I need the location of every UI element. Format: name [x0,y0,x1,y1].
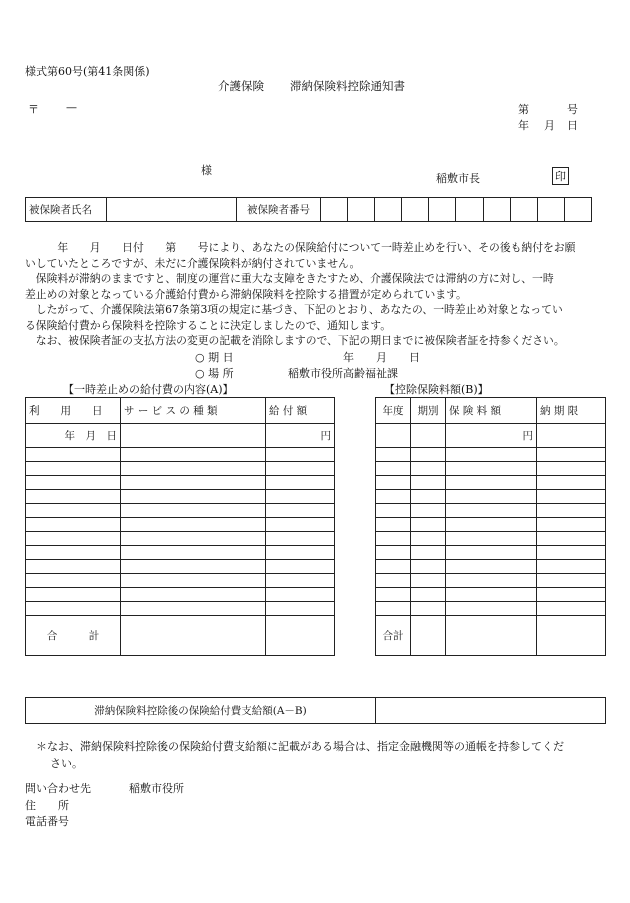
title-category: 介護保険 [218,79,264,93]
total-amount-cell [266,616,335,656]
total-label: 合 計 [26,616,121,656]
table-cell [266,476,335,490]
table-cell [376,490,411,504]
table-cell [266,490,335,504]
table-cell [446,574,537,588]
table-cell [446,588,537,602]
payment-amount-label: 滞納保険料控除後の保険給付費支給額(A－B) [26,698,376,724]
insured-number-digit [429,198,456,222]
insured-name-label: 被保険者氏名 [26,198,107,222]
table-cell [121,588,266,602]
table-cell [411,602,446,616]
table-cell [26,602,121,616]
table-cell [376,546,411,560]
total-label: 合計 [376,616,411,656]
deducted-premium-table [375,397,606,656]
table-cell [537,476,606,490]
table-cell [266,462,335,476]
table-cell [411,616,446,656]
table-cell [537,546,606,560]
notice-body [25,240,575,349]
table-cell [411,476,446,490]
table-cell [266,504,335,518]
table-cell [537,518,606,532]
due-date-cell [537,424,606,448]
address-label: 住 所 [25,799,69,812]
header-premium-amount: 保 険 料 額 [446,398,537,424]
header-usage-date: 利 用 日 [26,398,121,424]
table-cell [537,448,606,462]
table-cell [26,448,121,462]
table-cell [411,560,446,574]
left-table-caption: 【一時差止めの給付費の内容(A)】 [63,383,234,396]
table-cell [411,490,446,504]
table-cell [446,462,537,476]
table-cell [26,560,121,574]
insured-number-digit [348,198,375,222]
issue-date-day: 日 [567,119,578,132]
payment-amount-value [376,698,606,724]
table-cell [26,504,121,518]
table-cell [537,490,606,504]
insured-number-label: 被保険者番号 [237,198,321,222]
table-cell [121,574,266,588]
table-cell [266,518,335,532]
table-cell [121,616,266,656]
table-cell [121,462,266,476]
table-cell [537,504,606,518]
phone-label: 電話番号 [25,815,69,828]
insured-number-digit [321,198,348,222]
header-benefit-amount: 給 付 額 [266,398,335,424]
table-cell [411,574,446,588]
doc-no-prefix: 第 [518,103,529,116]
table-cell [121,532,266,546]
table-cell [411,532,446,546]
table-cell [411,462,446,476]
table-cell [411,448,446,462]
body-line: なお、被保険者証の支払方法の変更の記載を消除しますので、下記の期日までに被保険者証を持参ください。 [25,334,565,347]
table-cell [376,574,411,588]
header-period: 期別 [411,398,446,424]
table-cell [26,462,121,476]
table-cell [537,602,606,616]
table-cell [411,504,446,518]
issuer-name: 稲敷市長 [436,172,480,185]
insured-number-digit [456,198,483,222]
table-cell [26,490,121,504]
insured-info-table [25,197,592,222]
table-cell [121,518,266,532]
right-table-caption: 【控除保険料額(B)】 [384,383,489,396]
table-cell [446,560,537,574]
body-line: 差止めの対象となっている介護給付費から滞納保険料を控除する措置が定められています。 [25,287,467,301]
table-cell [121,476,266,490]
official-seal: 印 [552,167,569,185]
table-cell [537,532,606,546]
table-cell [376,518,411,532]
benefit-amount-cell: 円 [266,424,335,448]
table-cell [266,574,335,588]
insured-number-digit [375,198,402,222]
table-cell [376,560,411,574]
document-title: 滞納保険料控除通知書 [290,79,405,93]
table-cell [121,504,266,518]
table-cell [446,532,537,546]
insured-name-value [107,198,237,222]
withheld-benefits-table [25,397,335,656]
table-cell [411,518,446,532]
table-cell [376,532,411,546]
place-value: 稲敷市役所高齢福祉課 [288,367,398,380]
table-cell [376,504,411,518]
table-cell [446,448,537,462]
table-cell [446,546,537,560]
table-cell [537,560,606,574]
insured-number-digit [537,198,564,222]
table-cell [121,602,266,616]
issue-date-year: 年 [518,119,529,132]
table-cell [537,616,606,656]
table-cell [411,588,446,602]
table-cell [537,462,606,476]
table-cell [537,588,606,602]
table-cell [446,518,537,532]
premium-amount-cell: 円 [446,424,537,448]
note-line-1: ＊なお、滞納保険料控除後の保険給付費支給額に記載がある場合は、指定金融機関等の通帳を持参してくだ [36,740,564,753]
table-cell [26,532,121,546]
table-cell [266,546,335,560]
table-cell [411,546,446,560]
issue-date-month: 月 [544,119,555,132]
table-cell [121,448,266,462]
table-cell [376,602,411,616]
service-type-cell [121,424,266,448]
table-cell [266,602,335,616]
table-cell [376,462,411,476]
insured-number-digit [564,198,591,222]
table-cell [266,532,335,546]
header-due-date: 納 期 限 [537,398,606,424]
table-cell [121,560,266,574]
table-cell [121,546,266,560]
insured-number-digit [510,198,537,222]
body-line: いしていたところですが、未だに介護保険料が納付されていません。 [25,256,361,270]
place-label: ○ 場 所 [195,367,234,380]
contact-value: 稲敷市役所 [129,782,184,795]
table-cell [537,574,606,588]
deadline-value: 年 月 日 [343,351,420,364]
period-cell [411,424,446,448]
doc-no-suffix: 号 [567,103,578,116]
table-cell [26,574,121,588]
header-service-type: サ ー ビ ス の 種 類 [121,398,266,424]
contact-label: 問い合わせ先 [25,782,91,795]
payment-amount-table [25,697,606,724]
insured-number-digit [402,198,429,222]
total-amount-cell [446,616,537,656]
table-cell [376,476,411,490]
table-cell [266,588,335,602]
table-cell [446,504,537,518]
deadline-label: ○ 期 日 [195,351,234,364]
insured-number-digit [483,198,510,222]
table-cell [121,490,266,504]
postal-dash: — [66,101,77,114]
form-id: 様式第60号(第41条関係) [25,65,150,78]
body-line: したがって、介護保険法第67条第3項の規定に基づき、下記のとおり、あなたの、一時差止め対象となってい [25,303,563,316]
table-cell [446,490,537,504]
note-line-2: さい。 [50,757,83,770]
postal-mark: 〒 [28,103,39,116]
table-cell [446,476,537,490]
table-cell [26,476,121,490]
body-line: 年 月 日付 第 号により、あなたの保険給付について一時差止めを行い、その後も納付をお願 [25,241,576,254]
body-line: る保険給付費から保険料を控除することに決定しましたので、通知します。 [25,318,392,332]
table-cell [26,588,121,602]
usage-date-cell: 年 月 日 [26,424,121,448]
table-cell [376,588,411,602]
body-line: 保険料が滞納のままですと、制度の運営に重大な支障をきたすため、介護保険法では滞納の方に対し、一時 [25,272,554,285]
table-cell [26,546,121,560]
table-cell [446,602,537,616]
table-cell [26,518,121,532]
fiscal-year-cell [376,424,411,448]
table-cell [266,448,335,462]
table-cell [376,448,411,462]
header-fiscal-year: 年度 [376,398,411,424]
table-cell [266,560,335,574]
addressee-honorific: 様 [201,164,212,177]
